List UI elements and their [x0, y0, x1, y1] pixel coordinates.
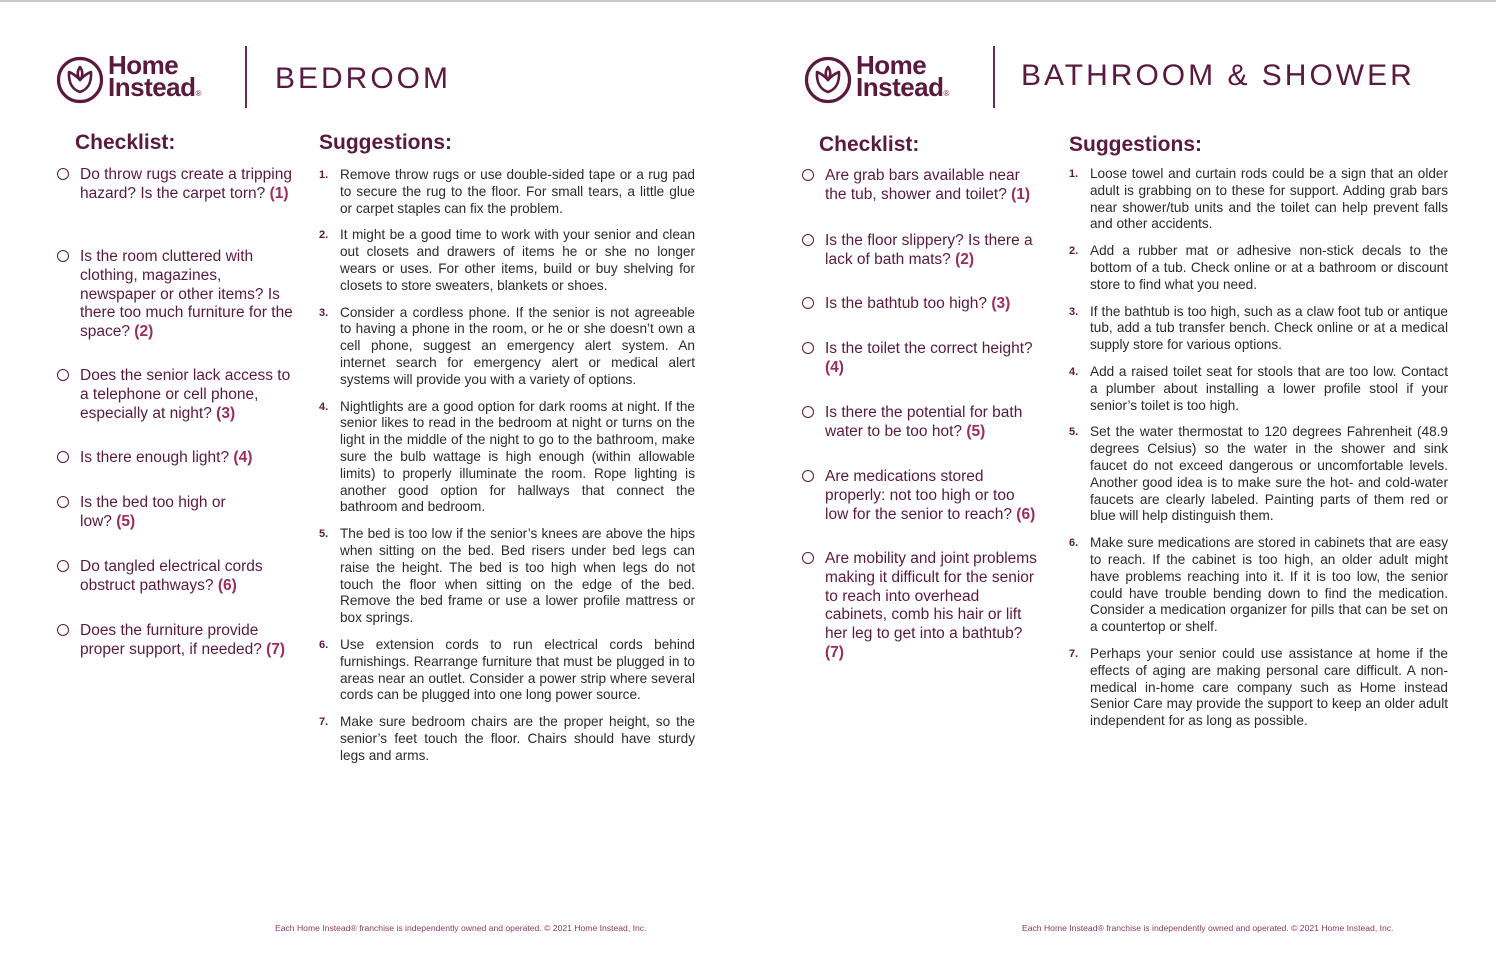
suggestion-text: Add a raised toilet seat for stools that are too low. Contact a plumber about installing a lower profile stool if your senior’s toilet is too high. — [1090, 363, 1448, 413]
checklist-item[interactable] — [56, 622, 296, 667]
suggestion-item — [319, 305, 695, 389]
suggestion-item — [1069, 535, 1448, 636]
logo-line-home: Home — [108, 50, 179, 80]
checkbox-circle-icon[interactable] — [802, 552, 814, 564]
checkbox-circle-icon[interactable] — [57, 451, 69, 463]
suggestion-ref: (6) — [217, 576, 237, 594]
suggestion-text: Use extension cords to run electrical cords behind furnishings. Rearrange furniture that must be plugged in to areas near an outlet. Consider a power strip where several cords can be plugged into one long power source. — [340, 636, 695, 703]
checkbox-circle-icon[interactable] — [802, 169, 814, 181]
checklist-text: Is the room cluttered with clothing, magazines, newspaper or other items? Is there too much furniture for the space? — [80, 248, 293, 341]
page-title: BEDROOM — [275, 62, 452, 95]
logo-wordmark — [856, 50, 949, 105]
checkbox-circle-icon[interactable] — [57, 560, 69, 572]
home-instead-logo — [804, 50, 949, 105]
suggestion-text: Set the water thermostat to 120 degrees Fahrenheit (48.9 degrees Celsius) so the water in the shower and sink faucet do not exceed dangerous or uncomfortable levels. Another good idea is to make sure the hot- and cold-water faucets are clearly labeled. Painting parts of them red or blue will help distinguish them. — [1090, 424, 1448, 524]
logo-line-instead: Instead — [856, 72, 944, 102]
suggestion-item — [319, 714, 695, 764]
suggestion-item — [1069, 304, 1448, 354]
header-divider — [245, 46, 247, 108]
suggestion-ref: (2) — [955, 250, 975, 268]
checklist-text: Is the bathtub too high? — [825, 295, 988, 312]
suggestion-number: 3. — [1069, 305, 1079, 318]
logo-line-home: Home — [856, 50, 927, 80]
checkbox-circle-icon[interactable] — [802, 342, 814, 354]
suggestion-ref: (3) — [991, 295, 1011, 312]
checkbox-circle-icon[interactable] — [802, 470, 814, 482]
checklist-item[interactable] — [56, 248, 296, 367]
checklist-item[interactable] — [56, 558, 296, 622]
suggestion-number: 5. — [319, 528, 329, 541]
suggestion-text: It might be a good time to work with your senior and clean out closets and drawers of items he or she no longer wears or uses. For other items, build or buy shelving for closets to store sweaters, blankets or shoes. — [340, 227, 695, 293]
suggestion-text: Make sure medications are stored in cabinets that are easy to reach. If the cabinet is too high, an older adult might have problems reaching into it. If it is too low, the senior could have trouble bending down to find the medication. Consider a medication organizer for pills that can be set on a countertop or shelf. — [1090, 535, 1448, 635]
suggestion-item — [1069, 646, 1448, 730]
checklist-heading: Checklist: — [819, 133, 920, 156]
suggestion-text: Remove throw rugs or use double-sided tape or a rug pad to secure the rug to the floor. For small tears, a little glue or carpet staples can fix the problem. — [340, 167, 695, 216]
footer-disclaimer: Each Home Instead® franchise is independently owned and operated. © 2021 Home Instead, Inc. — [275, 923, 647, 933]
suggestion-ref: (4) — [233, 449, 253, 466]
checklist-item[interactable] — [801, 295, 1041, 340]
suggestion-item — [319, 167, 695, 217]
suggestion-ref: (4) — [825, 358, 844, 376]
checklist-text: Is there the potential for bath water to be too hot? — [825, 404, 1023, 440]
logo-reg-mark: ® — [943, 89, 949, 98]
checklist-text: Are grab bars available near the tub, shower and toilet? — [825, 167, 1020, 203]
checklist-text: Is the floor slippery? Is there a lack of bath mats? — [825, 232, 1033, 268]
suggestion-number: 3. — [319, 306, 329, 319]
suggestion-number: 5. — [1069, 426, 1079, 439]
suggestion-text: Nightlights are a good option for dark rooms at night. If the senior likes to read in the bedroom at night or turns on the light in the middle of the night to go to the bathroom, make sure the bulb wattage is high enough (within allowable limits) to properly illuminate the room. Rope lighting is another good option for hallways that connect the bathroom and bedroom. — [340, 398, 695, 515]
suggestion-item — [319, 227, 695, 294]
suggestion-ref: (5) — [966, 422, 986, 440]
suggestion-number: 2. — [319, 229, 329, 242]
checklist-text: Do throw rugs create a tripping hazard? Is the carpet torn? — [80, 166, 292, 202]
suggestion-ref: (1) — [1011, 185, 1031, 203]
checklist-item[interactable] — [56, 449, 296, 494]
checklist-item[interactable] — [801, 404, 1041, 468]
checkbox-circle-icon[interactable] — [57, 496, 69, 508]
suggestion-text: Perhaps your senior could use assistance at home if the effects of aging are making personal care difficult. A non-medical in-home care company such as Home instead Senior Care may provide the support to keep an older adult independent for as long as possible. — [1090, 645, 1448, 729]
suggestion-text: The bed is too low if the senior’s knees are above the hips when sitting on the bed. Bed risers under bed legs can raise the height. The bed is too high when legs do not touch the floor when sitting on the edge of the bed. Remove the bed frame or use a lower profile mattress or box springs. — [340, 526, 695, 626]
suggestion-item — [1069, 243, 1448, 293]
bathroom-suggestions — [1069, 166, 1448, 730]
checklist-text: Is there enough light? — [80, 449, 230, 466]
tulip-icon — [804, 56, 852, 104]
suggestion-ref: (7) — [266, 640, 286, 658]
suggestion-ref: (6) — [1016, 505, 1036, 523]
checkbox-circle-icon[interactable] — [802, 297, 814, 309]
suggestion-text: If the bathtub is too high, such as a claw foot tub or antique tub, add a tub transfer bench. Check online or at a medical supply store for various options. — [1090, 303, 1448, 353]
suggestion-number: 2. — [1069, 245, 1079, 258]
suggestion-number: 6. — [319, 638, 329, 651]
suggestion-item — [1069, 424, 1448, 525]
suggestion-text: Consider a cordless phone. If the senior is not agreeable to having a phone in the room, or he or she doesn’t own a cell phone, suggest an emergency alert system. An internet search for emergency alert or medical alert systems will provide you with a variety of options. — [340, 304, 695, 387]
checklist-item[interactable] — [56, 367, 296, 449]
suggestion-item — [319, 637, 695, 704]
bathroom-page — [748, 0, 1496, 964]
logo-line-instead: Instead — [108, 72, 196, 102]
checkbox-circle-icon[interactable] — [57, 250, 69, 262]
checklist-text: Is the bed too high or low? — [80, 494, 226, 530]
checkbox-circle-icon[interactable] — [802, 406, 814, 418]
checklist-text: Are mobility and joint problems making it difficult for the senior to reach into overhead cabinets, comb his hair or lift her leg to get into a bathtub? — [825, 550, 1037, 643]
suggestion-number: 1. — [319, 169, 329, 181]
suggestion-number: 4. — [1069, 365, 1079, 378]
home-instead-logo — [56, 50, 201, 105]
checklist-text: Do tangled electrical cords obstruct pathways? — [80, 558, 263, 594]
checkbox-circle-icon[interactable] — [57, 168, 69, 180]
suggestion-text: Make sure bedroom chairs are the proper height, so the senior’s feet touch the floor. Chairs should have sturdy legs and arms. — [340, 714, 695, 763]
checklist-heading: Checklist: — [75, 131, 176, 154]
logo-reg-mark: ® — [195, 89, 201, 98]
checklist-item[interactable] — [56, 166, 296, 248]
logo-wordmark — [108, 50, 201, 105]
checklist-item[interactable] — [801, 167, 1041, 232]
checklist-item[interactable] — [56, 494, 296, 558]
suggestion-number: 7. — [319, 716, 329, 729]
suggestion-text: Add a rubber mat or adhesive non-stick decals to the bottom of a tub. Check online or at a bathroom or discount store to find what you need. — [1090, 243, 1448, 292]
suggestion-ref: (7) — [825, 643, 844, 661]
suggestions-heading: Suggestions: — [1069, 133, 1203, 156]
checkbox-circle-icon[interactable] — [57, 624, 69, 636]
checklist-text: Does the senior lack access to a telephone or cell phone, especially at night? — [80, 367, 291, 422]
checklist-item[interactable] — [801, 468, 1041, 550]
checklist-text: Does the furniture provide proper support, if needed? — [80, 622, 262, 658]
suggestion-number: 4. — [319, 400, 329, 413]
suggestion-item — [319, 526, 695, 627]
suggestion-number: 1. — [1069, 168, 1079, 180]
footer-disclaimer: Each Home Instead® franchise is independently owned and operated. © 2021 Home Instead, Inc. — [1022, 923, 1394, 933]
suggestion-item — [319, 399, 695, 517]
checklist-item[interactable] — [801, 550, 1041, 663]
suggestion-item — [1069, 166, 1448, 233]
tulip-icon — [56, 56, 104, 104]
checklist-item[interactable] — [801, 232, 1041, 295]
suggestion-ref: (1) — [269, 184, 289, 202]
page-title: BATHROOM & SHOWER — [1021, 59, 1415, 92]
checklist-text: Is the toilet the correct height? — [825, 340, 1033, 357]
bathroom-checklist — [801, 167, 1041, 663]
header-divider — [993, 46, 995, 108]
checkbox-circle-icon[interactable] — [57, 369, 69, 381]
suggestion-ref: (2) — [134, 323, 154, 341]
bedroom-suggestions — [319, 167, 695, 765]
checklist-item[interactable] — [801, 340, 1041, 404]
suggestion-ref: (3) — [216, 404, 236, 422]
checklist-text: Are medications stored properly: not too high or too low for the senior to reach? — [825, 468, 1015, 523]
bedroom-checklist — [56, 166, 296, 667]
suggestion-item — [1069, 364, 1448, 414]
suggestion-text: Loose towel and curtain rods could be a sign that an older adult is grabbing on to these for support. Adding grab bars near shower/tub units and the toilet can help prevent falls and other accidents. — [1090, 166, 1448, 232]
suggestion-ref: (5) — [116, 512, 136, 530]
suggestion-number: 7. — [1069, 647, 1079, 660]
suggestion-number: 6. — [1069, 537, 1079, 550]
suggestions-heading: Suggestions: — [319, 131, 453, 154]
checkbox-circle-icon[interactable] — [802, 234, 814, 246]
